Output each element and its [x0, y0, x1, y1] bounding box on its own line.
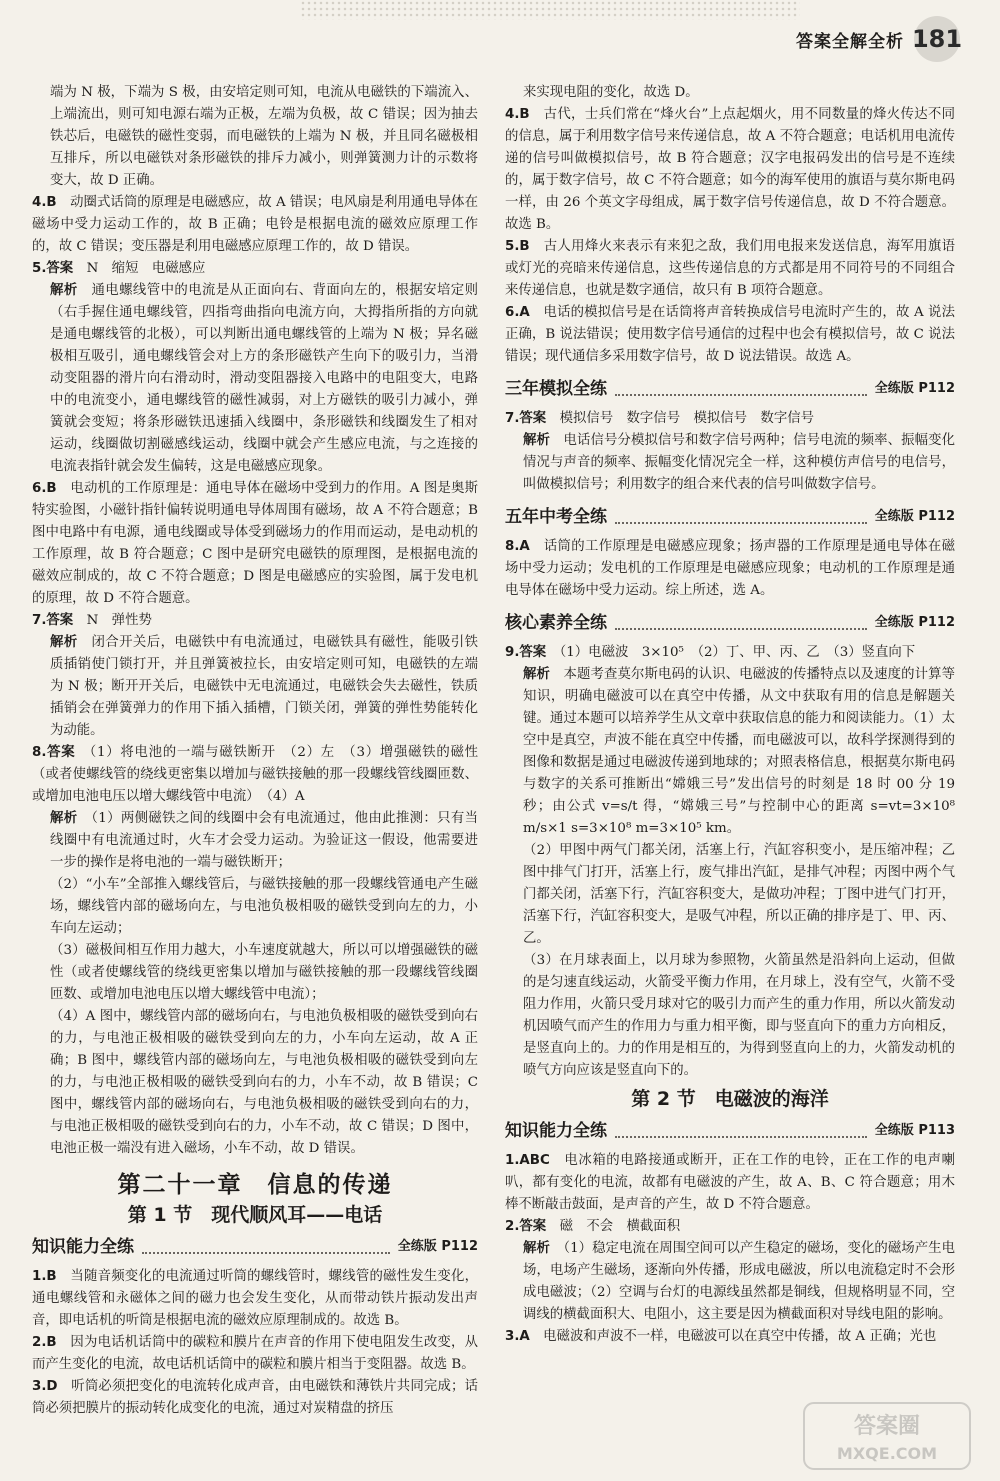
analysis: [505, 664, 955, 840]
item-number: 1.ABC: [505, 1153, 550, 1168]
page-header: [796, 8, 963, 70]
answer-item: [32, 258, 478, 280]
paragraph: （3）磁极间相互作用力越大，小车速度就越大，所以可以增强磁铁的磁性（或者使螺线管的绕线更密集以增加与磁铁接触的那一段螺线管线圈匝数、或增加电池电压以增大螺线管中电流）；: [50, 943, 478, 1002]
section-heading-ref: 全练版 P112: [874, 615, 955, 630]
answer-item: [505, 408, 955, 430]
paragraph: （4）A 图中，螺线管内部的磁场向右，与电池负极相吸的磁铁受到向右的力，与电池正极相吸的磁铁受到向左的力，小车向左运动，故 A 正确；B 图中，螺线管内部的磁场向左，与电池负极相吸的磁铁受到向左的力，与电池正极相吸的磁铁受到向右的力，小车不动，故 B 错误；C 图中，螺线管内部的磁场向右，与电池负极相吸的磁铁受到向右的力，与电池正极相吸的磁铁受到向右的力，小车不动，故 C 错误；D 图中，电池正极一端没有进入磁场，小车不动，故 D 错误。: [50, 1009, 478, 1156]
item-number: 8.A: [505, 539, 530, 554]
item-number: 3.A: [505, 1329, 530, 1344]
item-number: 6.B: [32, 481, 57, 496]
item-answer: N 弹性势: [86, 613, 152, 628]
answer-item: [505, 1216, 955, 1238]
paragraph: （3）在月球表面上，以月球为参照物，火箭虽然是沿斜向上运动，但做的是匀速直线运动，火箭受平衡力作用，在月球上，没有空气，火箭不受阻力作用，火箭只受月球对它的吸引力而产生的重力作用，所以火箭发动机因喷气而产生的作用力与重力相平衡，即与竖直向下的重力方向相反，是竖直向上的。力的作用是相互的，为得到竖直向上的力，火箭发动机的喷气方向应该是竖直向下的。: [523, 953, 955, 1078]
section-heading-title: 核心素养全练: [505, 613, 607, 633]
answer-item: [505, 1326, 955, 1348]
answer-item: [505, 236, 955, 302]
item-text: 当随音频变化的电流通过听筒的螺线管时，螺线管的磁性发生变化，通电螺线管和永磁体之间的磁力也会发生变化，从而带动铁片振动发出声音，即电话机的听筒是根据电流的磁效应原理制成的。故选 B。: [32, 1269, 478, 1328]
left-column: [32, 82, 478, 1420]
answer-item: [32, 478, 478, 610]
item-number: 3.D: [32, 1379, 58, 1394]
section-heading: [505, 504, 955, 530]
answer-item: [32, 192, 478, 258]
item-number: 2.答案: [505, 1219, 547, 1234]
analysis-label: 解析: [523, 667, 551, 682]
item-text: 话筒的工作原理是电磁感应现象；扬声器的工作原理是通电导体在磁场中受力运动；发电机的工作原理是电磁感应现象；电动机的工作原理是通电导体在磁场中受力运动。综上所述，选 A。: [505, 539, 956, 598]
chapter-title: 第二十一章 信息的传递: [117, 1172, 393, 1198]
analysis: [505, 430, 955, 496]
analysis: [32, 632, 478, 742]
item-number: 5.B: [505, 239, 530, 254]
dotted-rule: [615, 1124, 867, 1138]
print-dots: [300, 0, 800, 20]
item-number: 8.答案: [32, 745, 76, 760]
paragraph: （2）甲图中两气门都关闭，活塞上行，汽缸容积变小，是压缩冲程；乙图中排气门打开，活塞上行，废气排出汽缸，是排气冲程；丙图中两个气门都关闭，活塞下行，汽缸容积变大，是做功冲程；丁图中进气门打开，活塞下行，汽缸容积变大，是吸气冲程，所以正确的排序是丁、甲、丙、乙。: [523, 843, 955, 946]
item-text: 听筒必须把变化的电流转化成声音，由电磁铁和薄铁片共同完成；话筒必须把膜片的振动转化成变化的电流，通过对炭精盘的挤压: [32, 1379, 479, 1416]
section-heading-title: 五年中考全练: [505, 507, 607, 527]
dotted-rule: [615, 382, 867, 396]
section-heading-title: 三年模拟全练: [505, 379, 607, 399]
item-text: 电磁波和声波不一样，电磁波可以在真空中传播，故 A 正确；光也: [543, 1329, 937, 1344]
section-heading-ref: 全练版 P112: [874, 509, 955, 524]
answer-item: [32, 610, 478, 632]
answer-item: [32, 1332, 478, 1376]
answer-item: [32, 742, 478, 808]
section-heading-ref: 全练版 P112: [874, 381, 955, 396]
answer-item: [505, 104, 955, 236]
item-answer: N 缩短 电磁感应: [86, 261, 206, 276]
right-column: [505, 82, 955, 1348]
answer-item: [32, 1266, 478, 1332]
item-answer: 模拟信号 数字信号 模拟信号 数字信号: [559, 411, 814, 426]
analysis-label: 解析: [50, 283, 78, 298]
item-answer: （1）电磁波 3×10⁵ （2）丁、甲、丙、乙 （3）竖直向下: [559, 645, 916, 660]
page-number: 181: [914, 16, 960, 62]
analysis-label: 解析: [50, 635, 78, 650]
section-heading: [505, 376, 955, 402]
dotted-rule: [615, 510, 867, 524]
analysis-label: 解析: [523, 433, 551, 448]
paragraph: 端为 N 极，下端为 S 极，由安培定则可知，电流从电磁铁的下端流入、上端流出，则可知电源右端为正极，左端为负极，故 C 错误；因为抽去铁芯后，电磁铁的磁性变弱，而电磁铁的上端为 N 极，并且同名磁极相互排斥，所以电磁铁对条形磁铁的排斥力减小，则弹簧测力计的示数将变大，故 D 正确。: [50, 85, 478, 188]
item-text: 本题考查莫尔斯电码的认识、电磁波的传播特点以及速度的计算等知识，明确电磁波可以在真空中传播，从文中获取有用的信息是解题关键。通过本题可以培养学生从文章中获取信息的能力和阅读能力。（1）太空中是真空，声波不能在真空中传播，而电磁波可以，故科学探测得到的图像和数据是通过电磁波传递到地球的；对照表格信息，根据莫尔斯电码与数字的关系可推断出“嫦娥三号”发出信号的时刻是 18 时 00 分 19 秒；由公式 v=s/t 得，“嫦娥三号”与控制中心的距离 s=vt=3×10⁸ m/s×1 s=3×10⁸ m=3×10⁵ km。: [523, 667, 956, 836]
dotted-rule: [615, 616, 867, 630]
answer-item: [505, 536, 955, 602]
paragraph: 来实现电阻的变化，故选 D。: [523, 85, 699, 100]
watermark-text: 答案圈: [853, 1414, 921, 1439]
item-number: 4.B: [32, 195, 57, 210]
item-text: 动圈式话筒的原理是电磁感应，故 A 错误；电风扇是利用通电导体在磁场中受力运动工作的，故 B 正确；电铃是根据电流的磁效应原理工作的，故 C 错误；变压器是利用电磁感应原理工作的，故 D 错误。: [32, 195, 478, 254]
item-text: 通电螺线管中的电流是从正面向右、背面向左的，根据安培定则（右手握住通电螺线管，四指弯曲指向电流方向，大拇指所指的方向就是通电螺线管的北极），可以判断出通电螺线管的上端为 N 极；异名磁极相互吸引，通电螺线管会对上方的条形磁铁产生向下的吸引力，当滑动变阻器的滑片向右滑动时，滑动变阻器接入电路中的电阻变大，电路中的电流变小，通电螺线管的磁性减弱，对上方磁铁的吸引力减小，弹簧就会变短；将条形磁铁迅速插入线圈中，条形磁铁和线圈发生了相对运动，线圈做切割磁感线运动，线圈中就会产生感应电流，与之连接的电流表指针就会发生偏转，这是电磁感应现象。: [50, 283, 479, 474]
answer-item: [32, 1376, 478, 1420]
item-text: 电动机的工作原理是：通电导体在磁场中受到力的作用。A 图是奥斯特实验图，小磁针指针偏转说明通电导体周围有磁场，故 A 不符合题意；B 图中电路中有电源，通电线圈或导体受到磁场力的作用而运动，是电动机的工作原理，故 B 符合题意；C 图中是研究电磁铁的原理图，是根据电流的磁效应制成的，故 C 不符合题意；D 图是电磁感应的实验图，属于发电机的原理，故 D 不符合题意。: [32, 481, 478, 606]
item-number: 7.答案: [505, 411, 547, 426]
section-heading-title: 知识能力全练: [32, 1237, 134, 1257]
item-number: 1.B: [32, 1269, 57, 1284]
item-text: （1）两侧磁铁之间的线圈中会有电流通过，他由此推测：只有当线圈中有电流通过时，火车才会受力运动。为验证这一假设，他需要进一步的操作是将电池的一端与磁铁断开；: [50, 811, 478, 870]
section-heading: [505, 610, 955, 636]
analysis: [505, 1238, 955, 1326]
item-number: 5.答案: [32, 261, 74, 276]
section-title: 第 2 节 电磁波的海洋: [631, 1088, 829, 1110]
header-title: 答案全解全析: [796, 31, 904, 52]
section-heading: [32, 1234, 478, 1260]
section-title: 第 1 节 现代顺风耳——电话: [127, 1204, 383, 1226]
item-number: 9.答案: [505, 645, 547, 660]
section-heading-title: 知识能力全练: [505, 1121, 607, 1141]
item-text: （1）稳定电流在周围空间可以产生稳定的磁场，变化的磁场产生电场，电场产生磁场，逐渐向外传播，形成电磁波，所以电流稳定时不会形成电磁波；（2）空调与台灯的电源线虽然都是铜线，但规格明显不同，空调线的横截面积大、电阻小，这主要是因为横截面积对导线电阻的影响。: [523, 1241, 956, 1322]
watermark-logo: [802, 1401, 972, 1471]
item-text: 因为电话机话筒中的碳粒和膜片在声音的作用下使电阻发生改变，从而产生变化的电流，故电话机话筒中的碳粒和膜片相当于变阻器。故选 B。: [32, 1335, 478, 1372]
answer-item: [505, 1150, 955, 1216]
item-answer: 磁 不会 横截面积: [559, 1219, 681, 1234]
item-number: 4.B: [505, 107, 530, 122]
item-text: 古人用烽火来表示有来犯之敌，我们用电报来发送信息，海军用旗语或灯光的亮暗来传递信息，这些传递信息的方式都是用不同符号的不同组合来传递信息，也就是数字通信，故只有 B 项符合题意。: [505, 239, 956, 298]
section-heading-ref: 全练版 P112: [397, 1239, 478, 1254]
item-text: 闭合开关后，电磁铁中有电流通过，电磁铁具有磁性，能吸引铁质插销使门锁打开，并且弹簧被拉长，由安培定则可知，电磁铁的左端为 N 极；断开开关后，电磁铁中无电流通过，电磁铁会失去磁性，铁质插销会在弹簧弹力的作用下插入插槽，门锁关闭，弹簧的弹性势能转化为动能。: [50, 635, 479, 738]
item-answer: （1）将电池的一端与磁铁断开 （2）左 （3）增强磁铁的磁性（或者使螺线管的绕线更密集以增加与磁铁接触的那一段螺线管线圈匝数、或增加电池电压以增大螺线管中电流） （4）A: [32, 745, 478, 804]
item-number: 6.A: [505, 305, 530, 320]
analysis-label: 解析: [523, 1241, 550, 1256]
dotted-rule: [142, 1240, 390, 1254]
watermark-url: MXQE.COM: [836, 1444, 938, 1463]
item-text: 古代，士兵们常在“烽火台”上点起烟火，用不同数量的烽火传达不同的信息，属于利用数字信号来传递信息，故 A 不符合题意；电话机用电流传递的信号叫做模拟信号，故 B 符合题意；汉字电报码发出的信号是不连续的，属于数字信号，故 C 不符合题意；如今的海军使用的旗语与莫尔斯电码一样，由 26 个英文字母组成，属于数字信号传递信息，故 D 不符合题意。故选 B。: [505, 107, 955, 232]
item-number: 7.答案: [32, 613, 74, 628]
analysis-label: 解析: [50, 811, 78, 826]
answer-item: [505, 302, 955, 368]
analysis: [32, 280, 478, 478]
item-text: 电话信号分模拟信号和数字信号两种；信号电流的频率、振幅变化情况与声音的频率、振幅变化情况完全一样，这种模仿声信号的电信号，叫做模拟信号；利用数字的组合来代表的信号叫做数字信号。: [523, 433, 956, 492]
item-number: 2.B: [32, 1335, 57, 1350]
item-text: 电冰箱的电路接通或断开，正在工作的电铃，正在工作的电声喇叭，都有变化的电流，故都有电磁波的产生，故 A、B、C 符合题意；用木棒不断敲击鼓面，是声音的产生，故 D 不符合题意。: [505, 1153, 956, 1212]
item-text: 电话的模拟信号是在话筒将声音转换成信号电流时产生的，故 A 说法正确，B 说法错误；使用数字信号通信的过程中也会有模拟信号，故 C 说法错误；现代通信多采用数字信号，故 D 说法错误。故选 A。: [505, 305, 956, 364]
answer-item: [505, 642, 955, 664]
paragraph: （2）“小车”全部推入螺线管后，与磁铁接触的那一段螺线管通电产生磁场，螺线管内部的磁场向左，与电池负极相吸的磁铁受到向左的力，小车向左运动；: [50, 877, 478, 936]
section-heading-ref: 全练版 P113: [874, 1123, 955, 1138]
section-heading: [505, 1118, 955, 1144]
analysis: [32, 808, 478, 874]
